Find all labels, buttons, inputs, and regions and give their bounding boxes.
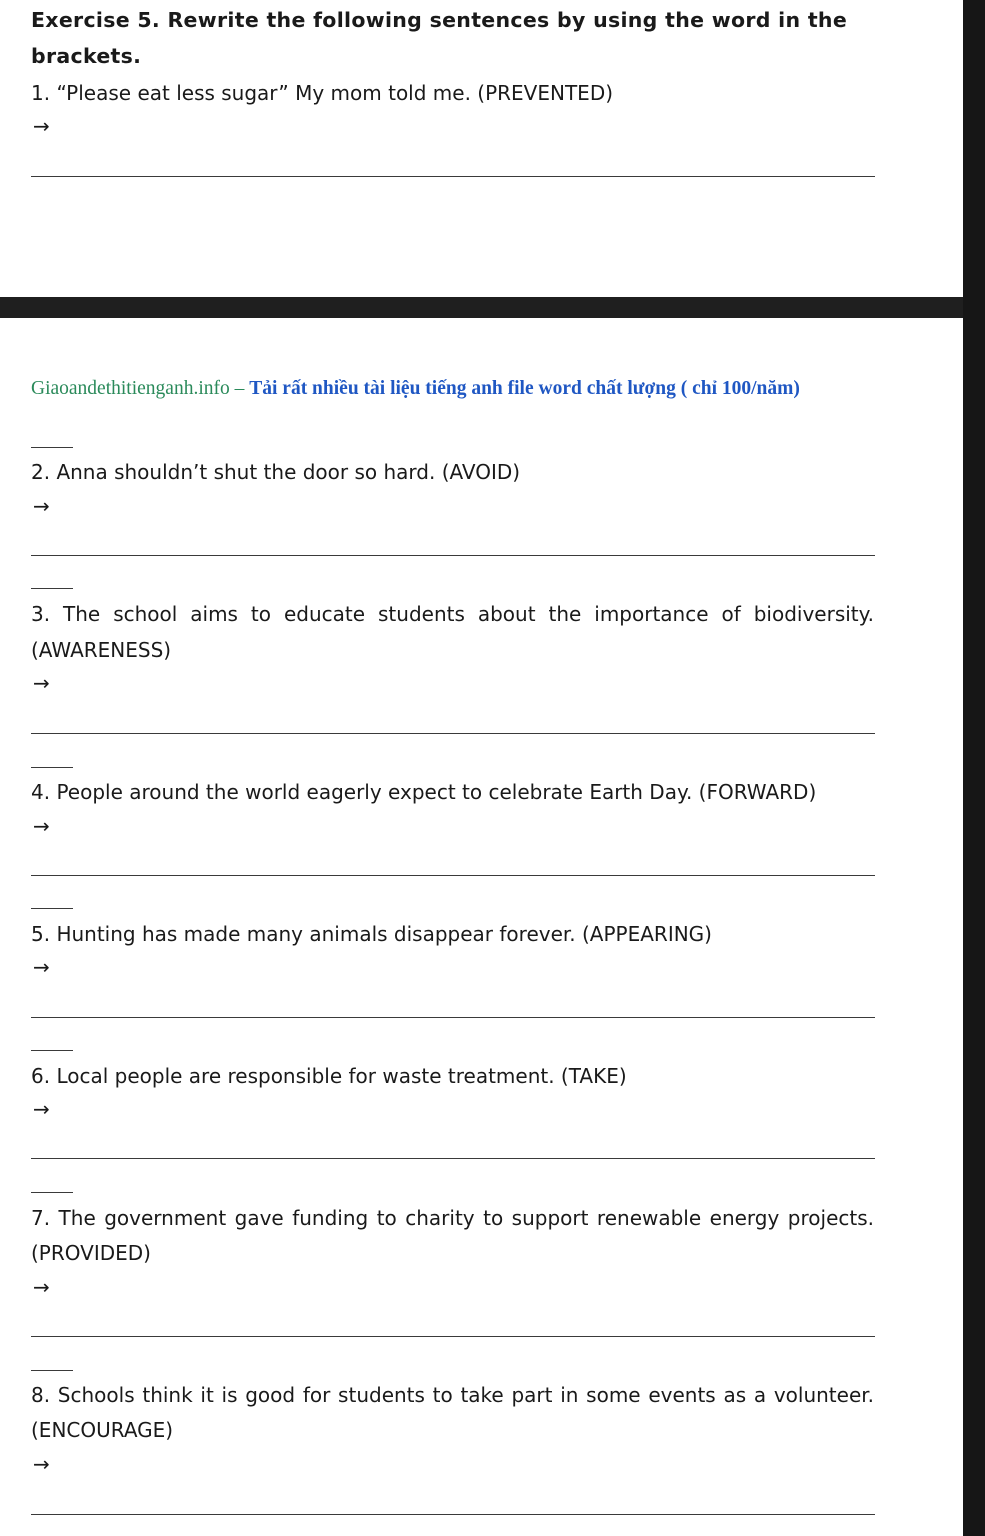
answer-line-tail [31, 447, 73, 448]
source-tagline: Tải rất nhiều tài liệu tiếng anh file word chất lượng ( chỉ 100/năm) [249, 378, 800, 399]
arrow-icon: → [33, 1275, 50, 1299]
answer-line-tail [31, 1370, 73, 1371]
answer-line-5 [31, 1017, 875, 1018]
document-page-top [0, 0, 963, 297]
answer-line-tail [31, 1192, 73, 1193]
question-3-keyword: (AWARENESS) [31, 638, 172, 662]
source-separator: – [229, 378, 250, 399]
arrow-icon: → [33, 955, 50, 979]
answer-line-4 [31, 875, 875, 876]
question-7-text: 7. The government gave funding to charity to support renewable energy projects. [31, 1206, 874, 1230]
question-4-text: 4. People around the world eagerly expect to celebrate Earth Day. (FORWARD) [31, 780, 817, 804]
page-edge-shadow [963, 0, 985, 1536]
source-header [31, 378, 800, 400]
question-6-text: 6. Local people are responsible for waste treatment. (TAKE) [31, 1064, 627, 1088]
question-8-keyword: (ENCOURAGE) [31, 1418, 174, 1442]
arrow-icon: → [33, 671, 50, 695]
answer-line-6 [31, 1158, 875, 1159]
source-site: Giaoandethitienganh.info [31, 378, 230, 399]
answer-line-1 [31, 176, 875, 177]
question-7-keyword: (PROVIDED) [31, 1241, 151, 1265]
question-3-text: 3. The school aims to educate students about the importance of biodiversity. [31, 602, 874, 626]
exercise-title-continued: brackets. [31, 44, 142, 68]
exercise-title: Exercise 5. Rewrite the following sentences by using the word in the [31, 8, 848, 32]
answer-line-8 [31, 1514, 875, 1515]
question-8-text: 8. Schools think it is good for students to take part in some events as a volunteer. [31, 1383, 874, 1407]
question-1-text: 1. “Please eat less sugar” My mom told me. (PREVENTED) [31, 81, 614, 105]
arrow-icon: → [33, 814, 50, 838]
arrow-icon: → [33, 494, 50, 518]
answer-line-2 [31, 555, 875, 556]
answer-line-tail [31, 588, 73, 589]
answer-line-3 [31, 733, 875, 734]
arrow-icon: → [33, 114, 50, 138]
arrow-icon: → [33, 1452, 50, 1476]
arrow-icon: → [33, 1097, 50, 1121]
answer-line-tail [31, 1050, 73, 1051]
answer-line-tail [31, 908, 73, 909]
answer-line-7 [31, 1336, 875, 1337]
question-2-text: 2. Anna shouldn’t shut the door so hard. (AVOID) [31, 460, 521, 484]
answer-line-tail [31, 767, 73, 768]
question-5-text: 5. Hunting has made many animals disappear forever. (APPEARING) [31, 922, 712, 946]
